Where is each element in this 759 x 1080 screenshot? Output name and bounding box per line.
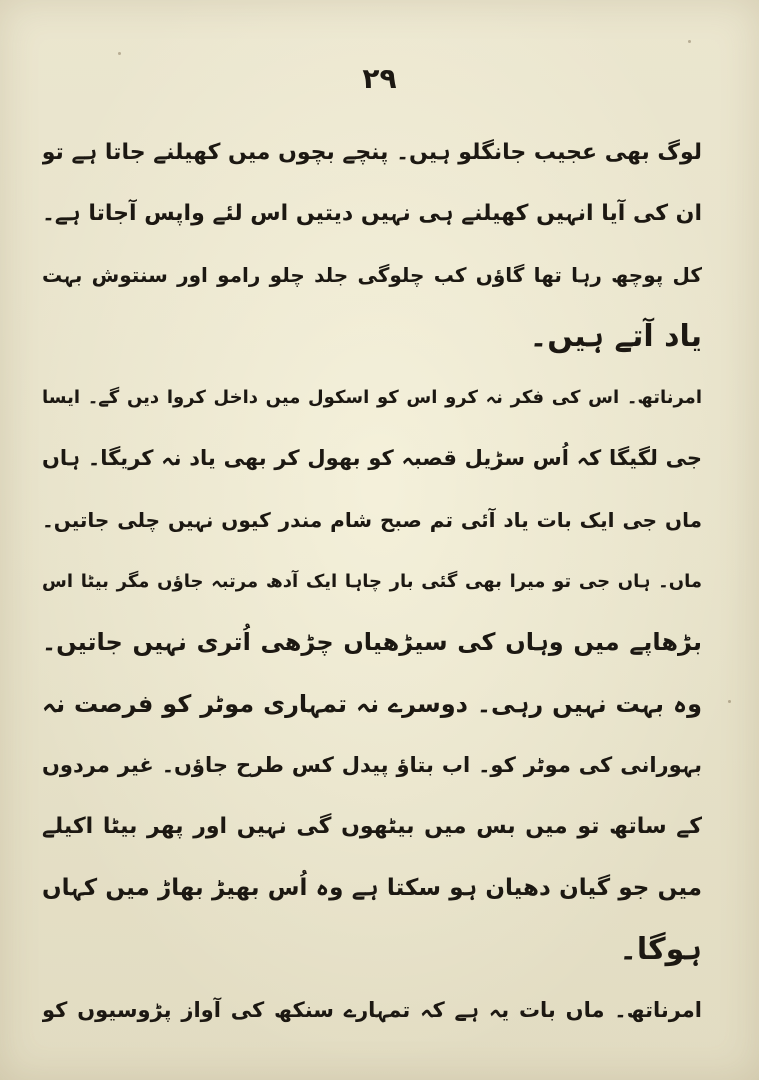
text-line: بڑھاپے میں وہاں کی سیڑھیاں چڑھی اُتری نہیں جاتیں۔ xyxy=(42,628,702,657)
text-line: کے ساتھ تو میں بس میں بیٹھوں گی نہیں اور پھر بیٹا اکیلے xyxy=(42,814,702,840)
text-line: ماں۔ ہاں جی تو میرا بھی گئی بار چاہا ایک آدھ مرتبہ جاؤں مگر بیٹا اس xyxy=(42,571,702,593)
text-line: کل پوچھ رہا تھا گاؤں کب چلوگی جلد چلو رامو اور سنتوش بہت xyxy=(42,262,702,287)
text-line: امرناتھ۔ اس کی فکر نہ کرو اس کو اسکول میں داخل کروا دیں گے۔ ایسا xyxy=(42,387,702,409)
text-line: میں جو گیان دھیان ہو سکتا ہے وہ اُس بھیڑ بھاڑ میں کہاں xyxy=(42,874,702,901)
text-line: یاد آتے ہیں۔ xyxy=(529,318,702,354)
text-line: لوگ بھی عجیب جانگلو ہیں۔ پنچے بچوں میں کھیلنے جاتا ہے تو xyxy=(42,140,702,165)
page-number: ۲۹ xyxy=(362,62,397,95)
paper-speck xyxy=(118,52,121,55)
text-line: ان کی آیا انہیں کھیلنے ہی نہیں دیتیں اس لئے واپس آجاتا ہے۔ xyxy=(42,201,702,227)
paper-speck xyxy=(688,40,691,43)
text-line: ماں جی ایک بات یاد آئی تم صبح شام مندر کیوں نہیں چلی جاتیں۔ xyxy=(42,507,702,532)
text-line: وہ بہت نہیں رہی۔ دوسرے نہ تمہاری موٹر کو فرصت نہ xyxy=(42,689,702,718)
text-line: بہورانی کی موٹر کو۔ اب بتاؤ پیدل کس طرح جاؤں۔ غیر مردوں xyxy=(42,752,702,777)
page-text xyxy=(42,122,702,1041)
text-line: جی لگیگا کہ اُس سڑیل قصبہ کو بھول کر بھی یاد نہ کریگا۔ ہاں xyxy=(42,446,702,471)
text-line: امرناتھ۔ ماں بات یہ ہے کہ تمہارے سنکھ کی آواز پڑوسیوں کو xyxy=(42,998,702,1023)
text-line: ہوگا۔ xyxy=(619,931,702,967)
paper-speck xyxy=(728,700,731,703)
